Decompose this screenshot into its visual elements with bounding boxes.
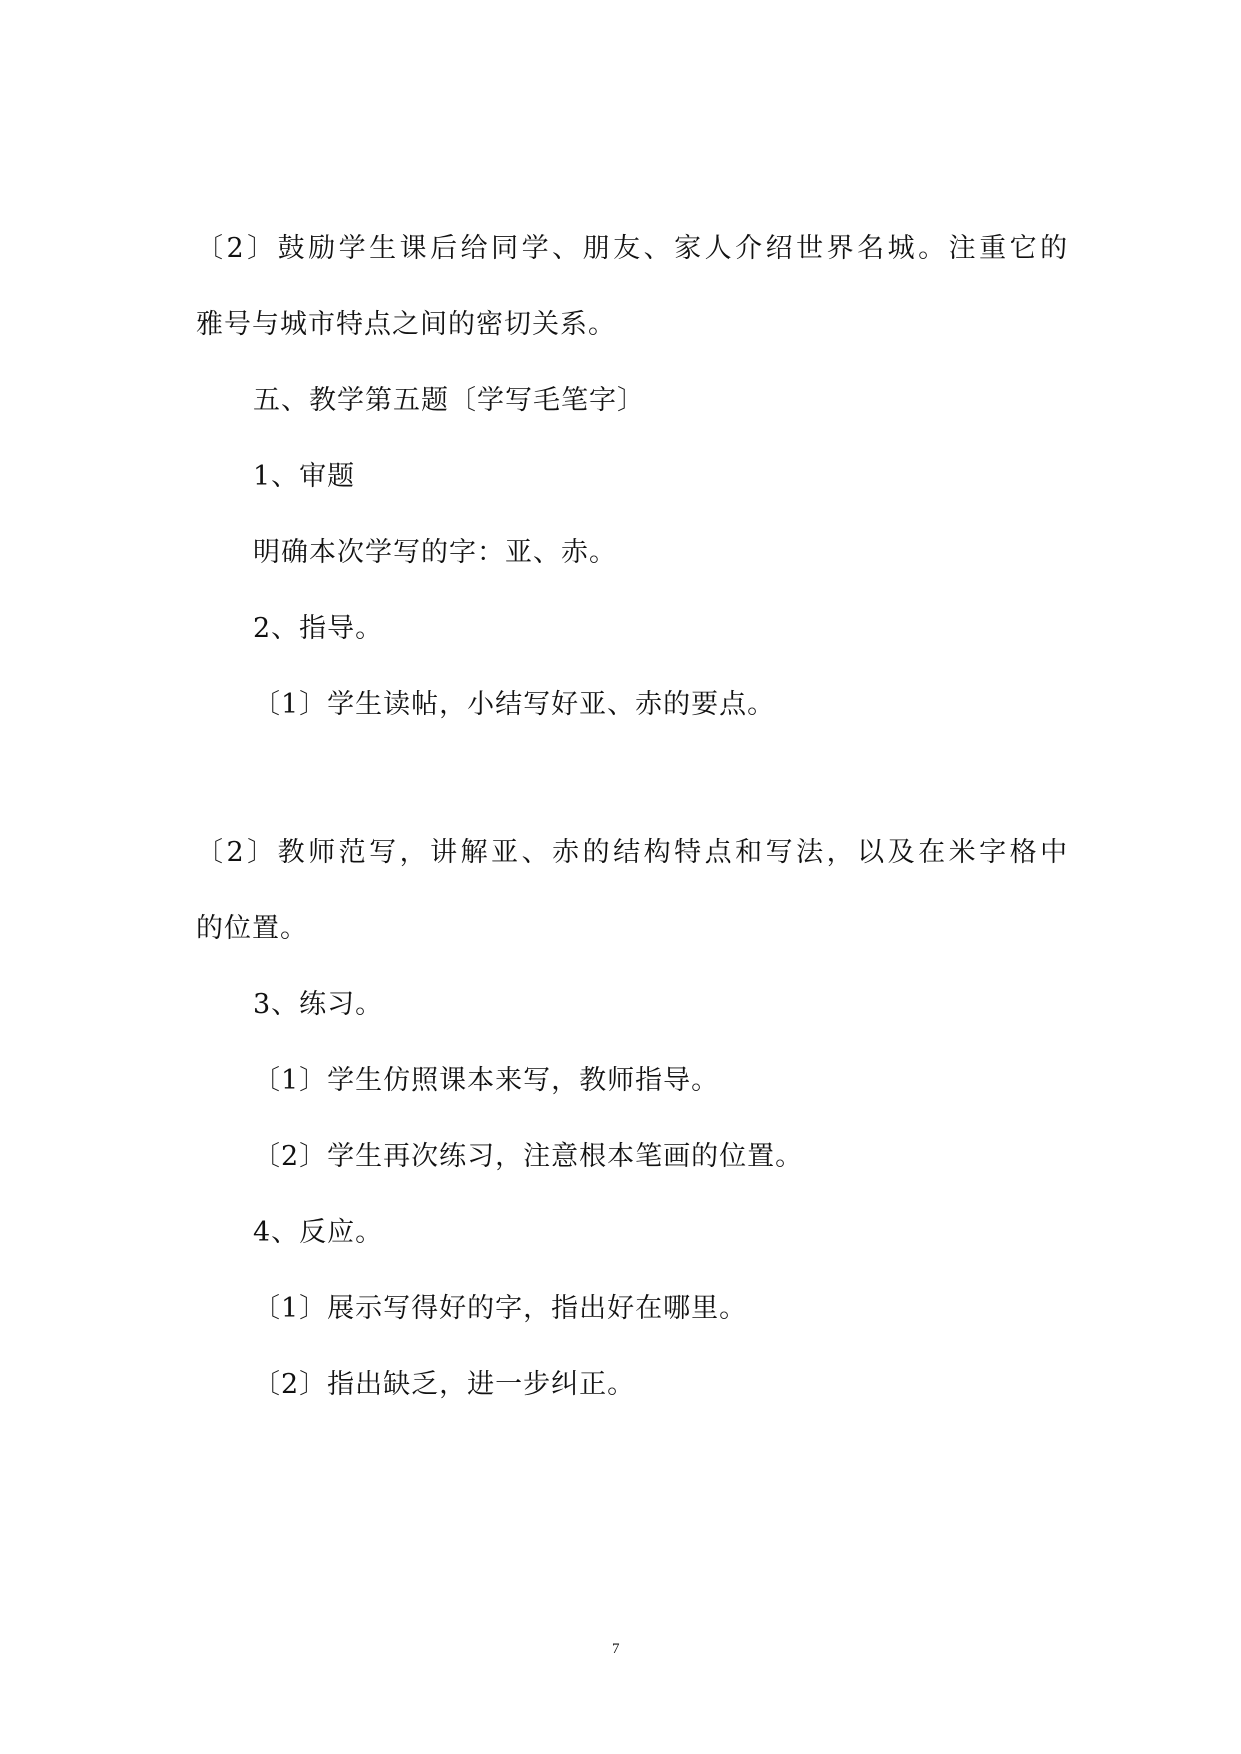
paragraph-line-1: 〔2〕鼓励学生课后给同学、朋友、家人介绍世界名城。注重它的 [196,233,1071,264]
paragraph-line-2: 雅号与城市特点之间的密切关系。 [196,309,616,340]
sub-item-4-2: 〔2〕指出缺乏，进一步纠正。 [253,1369,636,1400]
sub-item-4-1: 〔1〕展示写得好的字，指出好在哪里。 [253,1293,748,1324]
sub-item-3-1: 〔1〕学生仿照课本来写，教师指导。 [253,1065,720,1096]
paragraph-line-5: 明确本次学写的字：亚、赤。 [253,537,617,568]
paragraph-line-8: 〔2〕教师范写，讲解亚、赤的结构特点和写法，以及在米字格中 [196,837,1071,868]
sub-item-2-1: 〔1〕学生读帖，小结写好亚、赤的要点。 [253,689,776,720]
section-heading-5: 五、教学第五题〔学写毛笔字〕 [253,385,645,416]
sub-item-3-2: 〔2〕学生再次练习，注意根本笔画的位置。 [253,1141,804,1172]
paragraph-line-9: 的位置。 [196,913,308,944]
page-number: 7 [612,1641,620,1657]
step-heading-3: 3、练习。 [253,989,384,1020]
step-heading-2: 2、指导。 [253,613,384,644]
step-heading-4: 4、反应。 [253,1217,384,1248]
step-heading-1: 1、审题 [253,461,356,492]
